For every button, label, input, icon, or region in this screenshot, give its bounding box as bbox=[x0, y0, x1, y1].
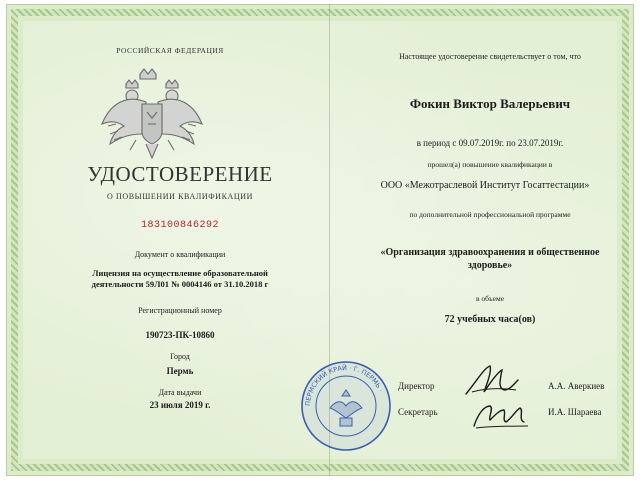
document-type-label: Документ о квалификации bbox=[134, 250, 226, 259]
program-name bbox=[355, 246, 625, 272]
country-heading: РОССИЙСКАЯ ФЕДЕРАЦИЯ bbox=[116, 46, 224, 55]
city-label: Город bbox=[170, 352, 190, 361]
organization-name: ООО «Межотраслевой Институт Госаттестации» bbox=[380, 180, 590, 191]
serial-number: 183100846292 bbox=[140, 220, 219, 231]
license-line-1: Лицензия на осуществление образовательной bbox=[92, 268, 268, 278]
passed-text: прошел(а) повышение квалификации в bbox=[427, 160, 553, 169]
document-subtitle: О ПОВЫШЕНИИ КВАЛИФИКАЦИИ bbox=[106, 192, 254, 201]
issue-date-label: Дата выдачи bbox=[158, 388, 202, 397]
license-info bbox=[55, 268, 305, 290]
program-line-2: здоровье» bbox=[467, 260, 513, 271]
secretary-label: Секретарь bbox=[398, 407, 438, 417]
director-name: А.А. Аверкиев bbox=[548, 381, 605, 391]
program-line-1: «Организация здравоохранения и общественное bbox=[380, 247, 600, 258]
registration-number: 190723-ПК-10860 bbox=[145, 330, 215, 340]
registration-label: Регистрационный номер bbox=[138, 306, 222, 315]
holder-name: Фокин Виктор Валерьевич bbox=[409, 96, 571, 111]
double-headed-eagle-icon bbox=[96, 64, 208, 164]
seal-ring-text: ПЕРМСКИЙ КРАЙ · Г. ПЕРМЬ · bbox=[303, 363, 385, 407]
director-signature-icon bbox=[462, 362, 522, 398]
training-period: в период с 09.07.2019г. по 23.07.2019г. bbox=[416, 138, 564, 148]
training-hours: 72 учебных часа(ов) bbox=[444, 314, 536, 325]
intro-text: Настоящее удостоверение свидетельствует о том, что bbox=[399, 52, 581, 61]
official-seal-icon bbox=[300, 360, 392, 452]
secretary-name: И.А. Шараева bbox=[548, 407, 602, 417]
city-value: Пермь bbox=[166, 366, 194, 376]
license-line-2: деятельности 59Л01 № 0004146 от 31.10.2018 г bbox=[91, 279, 269, 289]
volume-label: в объеме bbox=[475, 294, 505, 303]
program-label: по дополнительной профессиональной программе bbox=[409, 210, 571, 219]
issue-date: 23 июля 2019 г. bbox=[149, 400, 211, 410]
secretary-signature-icon bbox=[468, 396, 532, 432]
director-label: Директор bbox=[398, 381, 435, 391]
document-title: УДОСТОВЕРЕНИЕ bbox=[87, 162, 273, 186]
